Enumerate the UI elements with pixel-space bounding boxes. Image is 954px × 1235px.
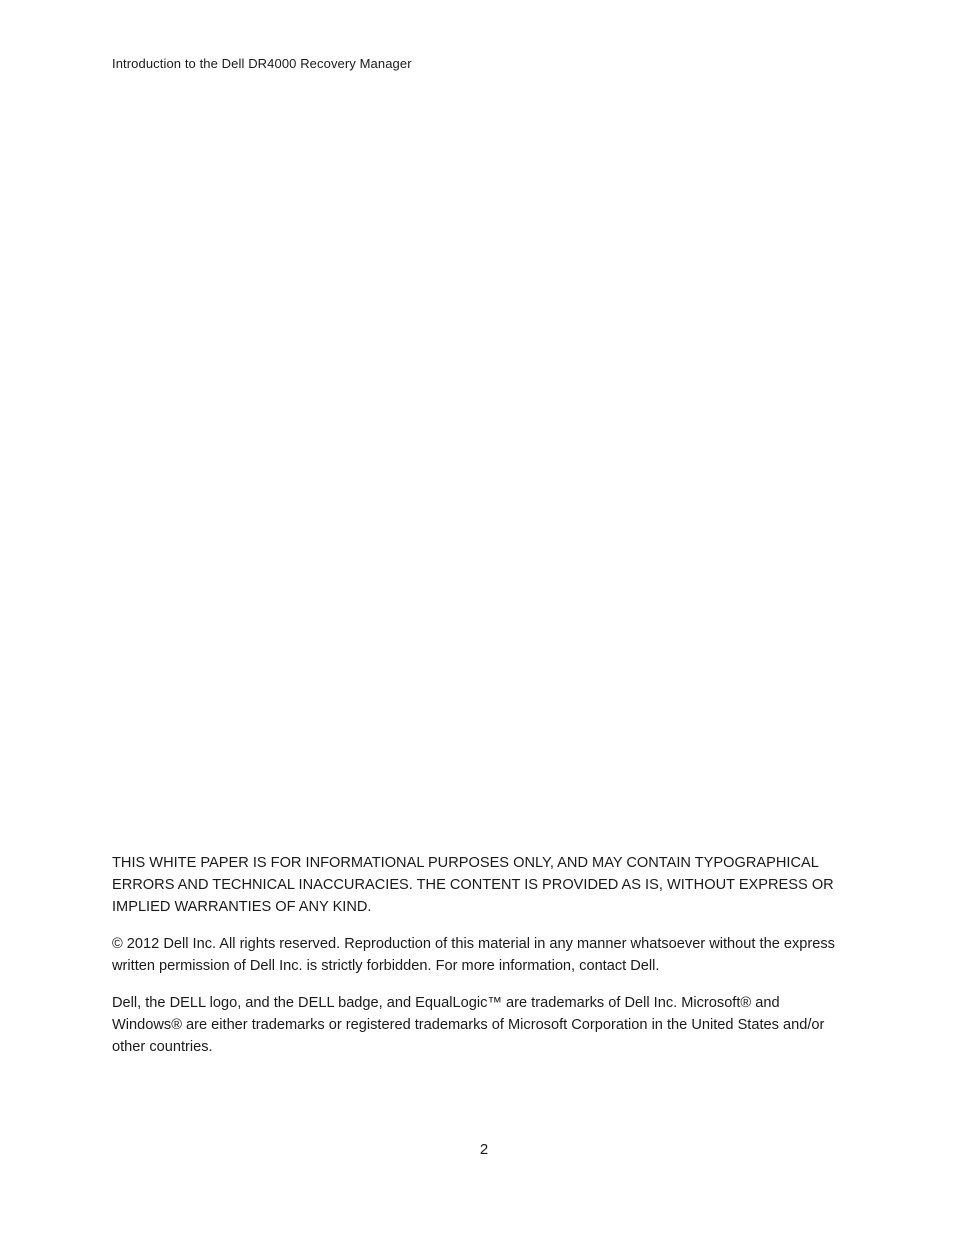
disclaimer-paragraph: THIS WHITE PAPER IS FOR INFORMATIONAL PURPOSES ONLY, AND MAY CONTAIN TYPOGRAPHICAL ERRORS AND TECHNICAL INACCURACIES. THE CONTENT IS PROVIDED AS IS, WITHOUT EXPRESS OR IMPLIED WARRANTIES OF ANY KIND. (112, 855, 834, 915)
page-number: 2 (479, 1141, 489, 1158)
copyright-paragraph: © 2012 Dell Inc. All rights reserved. Reproduction of this material in any manner whatsoever without the express written permission of Dell Inc. is strictly forbidden. For more information, contact Dell. (112, 936, 835, 974)
running-header-title: Introduction to the Dell DR4000 Recovery Manager (112, 56, 412, 71)
legal-notice-block (112, 852, 846, 1073)
trademark-paragraph: Dell, the DELL logo, and the DELL badge, and EqualLogic™ are trademarks of Dell Inc. Microsoft® and Windows® are either trademarks or registered trademarks of Microsoft Corporation in the United States and/or other countries. (112, 995, 825, 1055)
